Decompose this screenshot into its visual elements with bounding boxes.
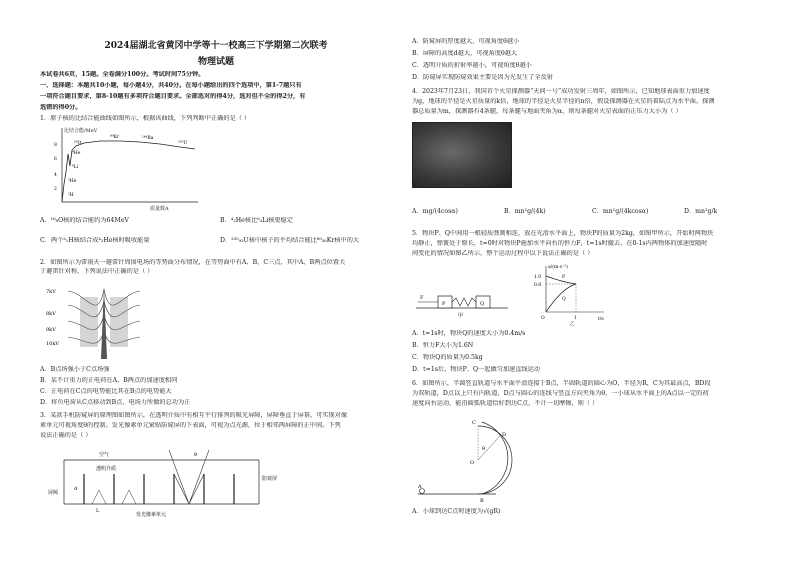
block-q-label: Q	[480, 301, 485, 307]
intro-line-4: 选错的得0分。	[40, 104, 82, 111]
q5-option-c: C．物块Q的质量为0.5kg	[412, 354, 483, 361]
intro-line-1: 本试卷共6页，15题。全卷满分100分。考试时间75分钟。	[40, 71, 205, 78]
q4-option-c: C．mn²g/(4kcosα)	[592, 208, 649, 215]
force-label: F	[420, 295, 424, 301]
q3-stem-3: 说法正确的是（ ）	[40, 432, 92, 439]
chart-ytick: 2	[54, 187, 57, 192]
intro-line-2: 一、选择题：本题共10小题，每小题4分，共40分。在每小题给出的四个选项中，第1-7题只有	[40, 82, 302, 89]
point-o-label: O	[470, 460, 475, 466]
point-c-label: C	[472, 420, 476, 426]
graph-origin: O	[541, 316, 545, 321]
lightning-rod-figure	[46, 283, 166, 361]
q4-option-a: A．mg/(4cosα)	[412, 208, 458, 215]
q3-stem-1: 3．某款手机防窥屏的原理图如图所示，在透明介质中有相互平行排列的吸光屏障，屏障垂直于屏幕，可实现对像	[40, 412, 348, 419]
chart-xlabel: 质量数A	[150, 206, 169, 212]
point-d-label: D	[502, 432, 507, 438]
q6-stem-2: 为双轨道，D点以上只有内轨道，D点与圆心的连线与竖直方向夹角为θ，一小球从水平面上的A点以一定的初	[412, 390, 709, 397]
q5-stem-3: 间变化的情况如图乙所示，整个运动过程中以下说法正确的是（ ）	[412, 250, 594, 257]
curve-q-label: Q	[562, 297, 566, 302]
q1-stem: 1．原子核的比结合能曲线如图所示，根据该曲线，下列判断中正确的是（ ）	[40, 115, 251, 122]
blocks-figure	[416, 290, 512, 320]
block-p-label: P	[442, 301, 446, 307]
chart-ylabel: 比结合能/MeV	[64, 128, 98, 134]
l-label: L	[96, 508, 100, 514]
chart-ytick: 8	[54, 143, 57, 148]
q3-option-a: A．防窥屏的厚度越大，可视角度θ越小	[412, 38, 520, 45]
q3-stem-2: 素单元可视角度θ的控制。发光像素单元紧贴防窥屏的下表面，可视为点光源，位于相邻两屏障的正中间。下列	[40, 422, 341, 429]
chart-label: ¹⁴⁴Ba	[142, 136, 154, 141]
medium-label: 透明介质	[96, 466, 117, 472]
semicircle-track-figure	[416, 414, 526, 504]
q5-option-b: B．恒力F大小为1.6N	[412, 342, 474, 349]
q4-option-d: D．mn²g/k	[684, 208, 718, 215]
fig-b-caption: 乙	[570, 322, 575, 327]
q2-option-b: B．某不计重力的正电荷在A、B两点的加速度相同	[40, 377, 178, 384]
q1-option-a: A．¹⁶₈O核的结合能约为64MeV	[40, 217, 129, 224]
curve-p-label: P	[562, 275, 566, 280]
mars-rover-photo	[412, 122, 512, 188]
chart-label: ²H	[68, 193, 74, 198]
chart-label: ⁴He	[72, 151, 81, 156]
curve-p	[546, 276, 576, 284]
exam-title: 2024届湖北省黄冈中学等十一校高三下学期第二次联考	[104, 41, 328, 51]
subject-title: 物理试题	[197, 57, 234, 67]
q6-stem-3: 速度向右运动，能沿圆弧轨道恰好到达C点，不计一切摩擦，则（ ）	[412, 400, 599, 407]
q2-stem-1: 2．如图所示为雷雨天一避雷针周围电场的等势面分布情况，在等势面中有A、B、C三点，其中A、B两点位置关	[40, 259, 346, 266]
equipotential-label: 8kV	[46, 311, 56, 317]
chart-label: ³He	[68, 179, 77, 184]
air-label: 空气	[99, 452, 110, 458]
q4-option-b: B．mn²g/(4k)	[504, 208, 546, 215]
q6-stem-1: 6．如图所示，半圆竖直轨道与水平面平滑连接于B点，半圆轨道的圆心为O，半径为R，C为其最高点，BD段	[412, 380, 711, 387]
graph-ytick: 1.0	[534, 275, 542, 280]
graph-ylabel: a/(m·s⁻²)	[548, 265, 568, 270]
barrier-label: 屏障	[48, 490, 59, 496]
equipotential-label: 10kV	[46, 341, 60, 347]
q2-option-a: A．B点场强小于C点场强	[40, 366, 110, 373]
theta-label: θ	[482, 446, 486, 452]
chart-ytick: 6	[54, 157, 57, 162]
q4-stem-1: 4．2023年7月23日，我国首个火星探测器“天问一号”成功发射三周年，如图所示，已知地球表面重力加速度	[412, 88, 710, 95]
privacy-screen-figure	[44, 444, 278, 520]
theta-label: θ	[194, 452, 198, 458]
pixel-label: 发光像素单元	[136, 512, 167, 518]
q5-option-d: D．t=1s后，物块P、Q一起做匀加速直线运动	[412, 366, 540, 373]
q1-option-d: D．²³⁵₉₂U核中核子的平均结合能比⁸⁹₃₆Kr核中的大	[220, 237, 360, 244]
chart-label: ¹⁶O	[74, 141, 82, 146]
q4-stem-2: 为g，地球的半径是火星质量的k倍，地球的半径是火星半径的n倍，假设探测器在火星的着陆点为水平面，探测	[412, 98, 715, 105]
equipotential-label: 7kV	[46, 289, 56, 295]
chart-label: ⁶Li	[72, 165, 79, 170]
point-b-label: B	[480, 498, 484, 504]
intro-line-3: 一项符合题目要求，第8-10题有多项符合题目要求。全部选对的得4分，选对但不全的得2分，有	[40, 93, 306, 100]
fig-a-caption: 甲	[458, 313, 464, 319]
q5-stem-1: 5．物块P、Q中间用一根轻质弹簧相连，放在光滑水平面上，物块P的质量为2kg，如图甲所示，开始时两物块	[412, 230, 714, 237]
q1-option-c: C．两个²₁H核结合成⁴₂He核时吸收能量	[40, 237, 150, 244]
screen-label: 防窥屏	[262, 476, 278, 482]
point-a-label: A	[418, 484, 422, 490]
q2-option-d: D．将负电荷从C点移动到B点，电场力所做的总功为正	[40, 399, 191, 406]
q3-option-d: D．防窥屏实现防窥效果主要是因为光发生了全反射	[412, 74, 554, 81]
binding-energy-chart	[50, 124, 200, 212]
chart-ytick: 4	[54, 173, 57, 178]
q2-stem-2: 于避雷针对称，下列说法中正确的是（ ）	[40, 268, 154, 275]
q1-option-b: B．⁴₂He核比⁶₃Li核更稳定	[220, 217, 293, 224]
chart-label: ⁸⁹Kr	[110, 135, 120, 140]
equipotential-label: 9kV	[46, 327, 56, 333]
q4-stem-3: 器总质量为m，探测器有4条腿，每条腿与地面夹角为α，则每条腿对火星表面的正压力大小为（ ）	[412, 108, 682, 115]
chart-label: ²³⁵U	[178, 141, 188, 146]
q3-option-b: B．屏障的高度d越大，可视角度θ越大	[412, 50, 518, 57]
curve-q	[546, 284, 576, 312]
graph-xtick: 1	[574, 316, 577, 321]
acceleration-graph	[532, 262, 612, 326]
d-label: d	[74, 486, 78, 492]
q5-option-a: A．t=1s时，物块Q的速度大小为0.4m/s	[412, 330, 526, 337]
q2-option-c: C．正电荷在C点的电势能比其在B点的电势能大	[40, 388, 172, 395]
q3-option-c: C．透明介质的折射率越小，可视角度θ越小	[412, 62, 532, 69]
graph-ytick: 0.8	[534, 283, 542, 288]
q5-stem-2: 均静止，弹簧处于原长，t=0时对物块P施加水平向右的恒力F，t=1s时撤去，在0-1s内两物体的加速度随时	[412, 240, 708, 247]
graph-xlabel: t/s	[598, 317, 604, 322]
q6-option-a: A．小球到达C点时速度为√(gR)	[412, 508, 501, 515]
